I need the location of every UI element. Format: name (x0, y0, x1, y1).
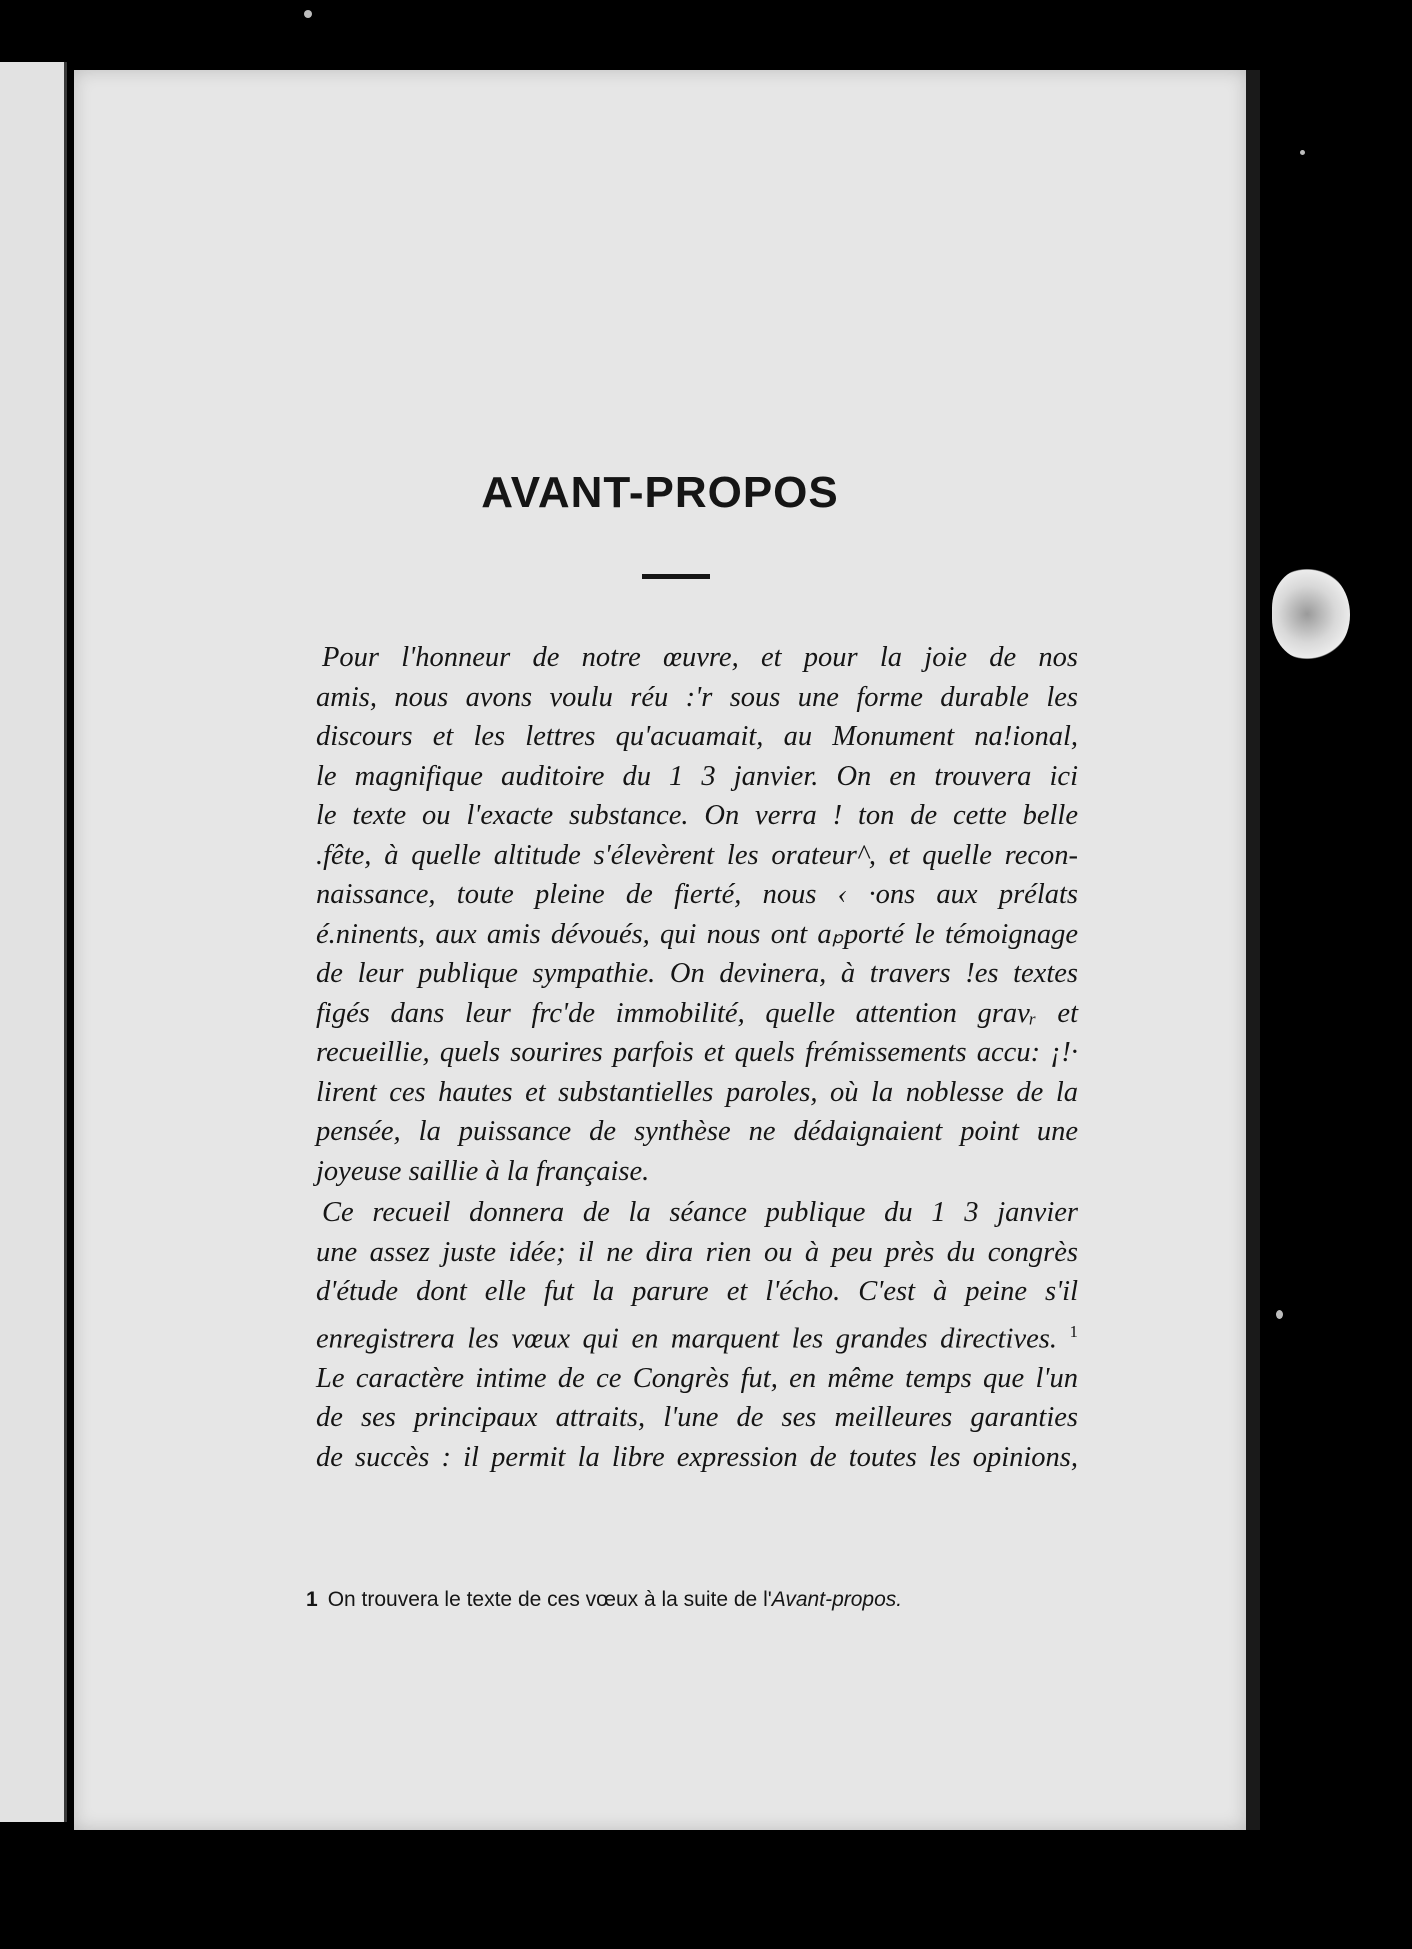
text-line: .fête, à quelle altitude s'élevèrent les orateur^, et quelle recon- (316, 839, 1078, 871)
left-page-edge (0, 62, 67, 1822)
right-page-edge-shadow (1246, 70, 1260, 1830)
title-rule (642, 574, 710, 579)
text-line: figés dans leur frc'de immobilité, quelle attention gravᵣ et (316, 997, 1078, 1029)
text-line: enregistrera les vœux qui en marquent les grandes directives. (316, 1323, 1057, 1354)
text-line: Pour l'honneur de notre œuvre, et pour la joie de nos (322, 642, 1078, 673)
text-line: une assez juste idée; il ne dira rien ou à peu près du congrès (316, 1236, 1078, 1268)
text-line: é.ninents, aux amis dévoués, qui nous ont aₚporté le témoignage (316, 918, 1078, 950)
text-line: de ses principaux attraits, l'une de ses meilleures garanties (316, 1402, 1078, 1433)
paragraph-1 (316, 638, 1078, 1191)
text-line: Ce recueil donnera de la séance publique du 1 3 janvier (322, 1197, 1078, 1228)
paragraph-2 (316, 1193, 1078, 1477)
text-line: recueillie, quels sourires parfois et quels frémissements accu: ¡!· (316, 1037, 1078, 1068)
text-line: de succès : il permit la libre expression de toutes les opinions, (316, 1441, 1078, 1473)
text-line: naissance, toute pleine de fierté, nous ‹ ·ons aux prélats (316, 879, 1078, 910)
text-line: le magnifique auditoire du 1 3 janvier. On en trouvera ici (316, 760, 1078, 792)
text-line-with-footnote (316, 1312, 1078, 1359)
page-title: AVANT-PROPOS (481, 468, 839, 517)
body-text (316, 638, 1078, 1477)
text-line: joyeuse saillie à la française. (316, 1155, 650, 1187)
ink-blot-mark (1272, 568, 1350, 660)
text-line: lirent ces hautes et substantielles paroles, où la noblesse de la (316, 1076, 1078, 1108)
scan-speck (304, 10, 312, 18)
text-line: pensée, la puissance de synthèse ne dédaignaient point une (316, 1116, 1078, 1147)
footnote-text: On trouvera le texte de ces vœux à la suite de l' (327, 1588, 772, 1611)
text-line: amis, nous avons voulu réu :'r sous une forme durable les (316, 681, 1078, 713)
text-line: le texte ou l'exacte substance. On verra ! ton de cette belle (316, 800, 1078, 831)
footnote-reference: 1 (1069, 1321, 1078, 1341)
text-line: d'étude dont elle fut la parure et l'écho. C'est à peine s'il (316, 1276, 1078, 1307)
text-line: de leur publique sympathie. On devinera, à travers !es textes (316, 958, 1078, 989)
footnote-italic-text: Avant-propos. (771, 1588, 903, 1611)
scan-speck (1300, 150, 1305, 155)
footnote (306, 1588, 1066, 1612)
scan-speck (1276, 1310, 1283, 1319)
text-line: discours et les lettres qu'acuamait, au Monument na!ional, (316, 721, 1078, 752)
footnote-mark: 1 (306, 1588, 318, 1611)
text-line: Le caractère intime de ce Congrès fut, en même temps que l'un (316, 1362, 1078, 1394)
